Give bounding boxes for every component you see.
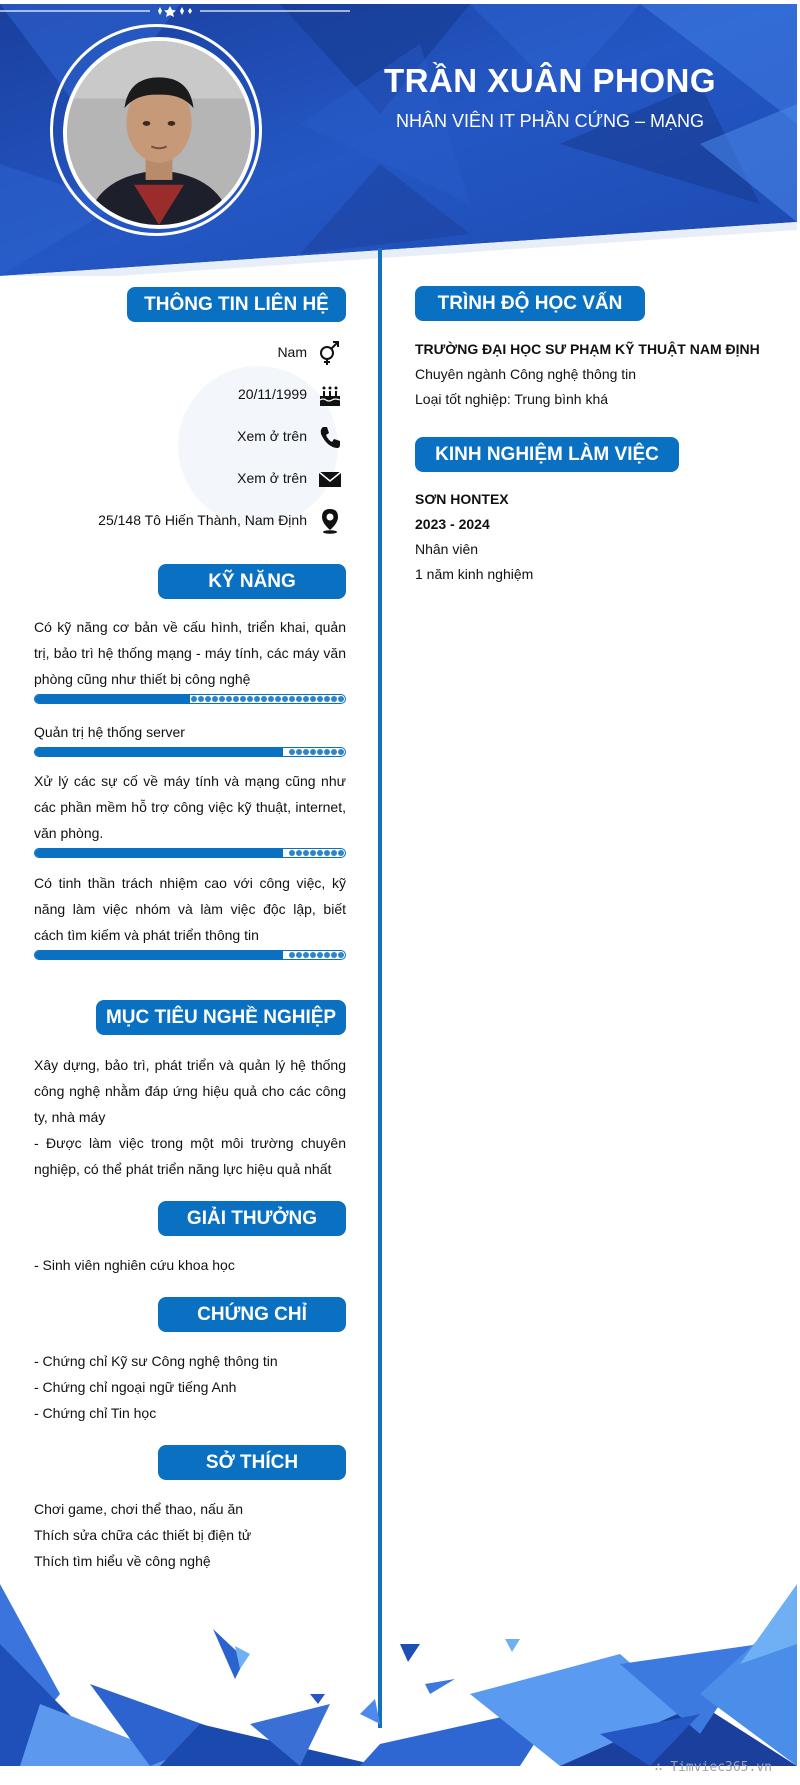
skill-bar-dots xyxy=(191,696,344,702)
skill-bar-dot xyxy=(191,696,197,702)
objective-heading: MỤC TIÊU NGHỀ NGHIỆP xyxy=(96,1000,346,1035)
skill-bar-dots xyxy=(289,850,344,856)
header-banner xyxy=(0,4,797,276)
skill-bar-dot xyxy=(338,952,344,958)
address-value: 25/148 Tô Hiến Thành, Nam Định xyxy=(98,512,307,528)
hobby-item: Thích tìm hiểu về công nghệ xyxy=(34,1553,211,1569)
skill-bar-dot xyxy=(331,749,337,755)
skill-bar-dot xyxy=(296,696,302,702)
skills-heading: KỸ NĂNG xyxy=(158,564,346,599)
footer-decoration xyxy=(0,1584,797,1766)
work-period: 2023 - 2024 xyxy=(415,516,490,532)
gender-value: Nam xyxy=(277,344,307,360)
skill-bar-dot xyxy=(310,696,316,702)
objective-text-2: - Được làm việc trong một môi trường chuyên nghiệp, có thể phát triển năng lực hiệu quả nhất xyxy=(34,1135,346,1177)
cv-card xyxy=(0,4,797,1766)
skill-bar-dot xyxy=(233,696,239,702)
skill-bar-dot xyxy=(303,749,309,755)
skill-2-text: Quản trị hệ thống server xyxy=(34,724,185,740)
skill-bar-dot xyxy=(275,696,281,702)
hobby-item: Thích sửa chữa các thiết bị điện tử xyxy=(34,1527,252,1543)
phone-value: Xem ở trên xyxy=(237,428,307,444)
skill-bar-dot xyxy=(289,952,295,958)
skill-bar-dot xyxy=(205,696,211,702)
experience-heading: KINH NGHIỆM LÀM VIỆC xyxy=(415,437,679,472)
phone-icon xyxy=(317,424,343,450)
footer-polygons xyxy=(0,1584,797,1766)
objective-text-1: Xây dựng, bảo trì, phát triển và quản lý hệ thống công nghệ nhằm đáp ứng hiệu quả cho các công ty, nhà máy xyxy=(34,1057,346,1125)
skill-4-text: Có tinh thần trách nhiệm cao với công việc, kỹ năng làm việc nhóm và làm việc độc lập, biết cách tìm kiếm và phát triển thông tin xyxy=(34,875,346,943)
skill-bar-dot xyxy=(289,696,295,702)
skill-bar-dot xyxy=(289,850,295,856)
skill-bar-dot xyxy=(303,696,309,702)
skill-bar-dot xyxy=(219,696,225,702)
skill-bar-dot xyxy=(338,696,344,702)
skill-bar-dot xyxy=(338,850,344,856)
skill-bar-dot xyxy=(310,850,316,856)
skill-bar-dot xyxy=(331,696,337,702)
company-name: SƠN HONTEX xyxy=(415,491,509,507)
education-major: Chuyên ngành Công nghệ thông tin xyxy=(415,366,637,382)
skill-3-text: Xử lý các sự cố về máy tính và mạng cũng như các phần mềm hỗ trợ công việc kỹ thuật, internet, văn phòng. xyxy=(34,773,346,841)
skill-bar-dot xyxy=(261,696,267,702)
award-item: - Sinh viên nghiên cứu khoa học xyxy=(34,1257,235,1273)
skill-bar-dot xyxy=(282,696,288,702)
skill-1-text: Có kỹ năng cơ bản về cấu hình, triển khai, quản trị, bảo trì hệ thống mạng - máy tính, các máy văn phòng cũng như thiết bị công nghệ xyxy=(34,619,346,687)
envelope-icon xyxy=(317,466,343,492)
email-value: Xem ở trên xyxy=(237,470,307,486)
skill-bar-dot xyxy=(198,696,204,702)
skill-bar-dots xyxy=(289,749,344,755)
skill-4-bar xyxy=(34,950,346,960)
hobbies-heading: SỞ THÍCH xyxy=(158,1445,346,1480)
skill-bar-dot xyxy=(331,850,337,856)
skill-4-bar-fill xyxy=(35,951,283,959)
person-photo xyxy=(67,41,251,225)
awards-heading: GIẢI THƯỞNG xyxy=(158,1201,346,1236)
skill-bar-dot xyxy=(324,749,330,755)
work-duration: 1 năm kinh nghiệm xyxy=(415,566,534,582)
skill-bar-dot xyxy=(324,952,330,958)
skill-bar-dot xyxy=(310,749,316,755)
skill-bar-dot xyxy=(324,696,330,702)
skill-3-bar xyxy=(34,848,346,858)
education-heading: TRÌNH ĐỘ HỌC VẤN xyxy=(415,286,645,321)
skill-1-bar-fill xyxy=(35,695,190,703)
skill-bar-dot xyxy=(212,696,218,702)
candidate-name: TRẦN XUÂN PHONG xyxy=(383,62,716,99)
certificates-heading: CHỨNG CHỈ xyxy=(158,1297,346,1332)
certificate-item: - Chứng chỉ ngoại ngữ tiếng Anh xyxy=(34,1379,237,1395)
skill-bar-dot xyxy=(296,749,302,755)
certificate-item: - Chứng chỉ Tin học xyxy=(34,1405,157,1421)
gender-icon xyxy=(317,340,343,366)
skill-bar-dot xyxy=(254,696,260,702)
skill-bar-dot xyxy=(310,952,316,958)
skill-bar-dot xyxy=(317,696,323,702)
school-name: TRƯỜNG ĐẠI HỌC SƯ PHẠM KỸ THUẬT NAM ĐỊNH xyxy=(415,341,760,357)
skill-bar-dot xyxy=(338,749,344,755)
skill-bar-dot xyxy=(268,696,274,702)
education-grade: Loại tốt nghiệp: Trung bình khá xyxy=(415,391,609,407)
skill-bar-dot xyxy=(247,696,253,702)
work-position: Nhân viên xyxy=(415,541,479,557)
title-divider xyxy=(0,4,350,18)
skill-bar-dot xyxy=(226,696,232,702)
skill-2-bar xyxy=(34,747,346,757)
skill-bar-dot xyxy=(289,749,295,755)
footer-credit: ∴ Timviec365.vn xyxy=(654,1760,772,1775)
skill-bar-dot xyxy=(240,696,246,702)
skill-bar-dot xyxy=(303,952,309,958)
skill-bar-dots xyxy=(289,952,344,958)
hobby-item: Chơi game, chơi thể thao, nấu ăn xyxy=(34,1501,244,1517)
skill-bar-dot xyxy=(331,952,337,958)
contact-heading: THÔNG TIN LIÊN HỆ xyxy=(127,287,346,322)
skill-bar-dot xyxy=(317,952,323,958)
certificate-item: - Chứng chỉ Kỹ sư Công nghệ thông tin xyxy=(34,1353,278,1369)
skill-bar-dot xyxy=(296,850,302,856)
column-divider xyxy=(378,248,382,1728)
birthday-value: 20/11/1999 xyxy=(237,386,307,402)
avatar xyxy=(63,37,255,229)
cake-icon xyxy=(317,382,343,408)
candidate-role: NHÂN VIÊN IT PHẦN CỨNG – MẠNG xyxy=(395,111,705,131)
skill-1-bar xyxy=(34,694,346,704)
skill-bar-dot xyxy=(296,952,302,958)
location-pin-icon xyxy=(317,508,343,534)
skill-bar-dot xyxy=(317,850,323,856)
skill-bar-dot xyxy=(324,850,330,856)
skill-bar-dot xyxy=(303,850,309,856)
skill-2-bar-fill xyxy=(35,748,283,756)
skill-3-bar-fill xyxy=(35,849,283,857)
skill-bar-dot xyxy=(317,749,323,755)
